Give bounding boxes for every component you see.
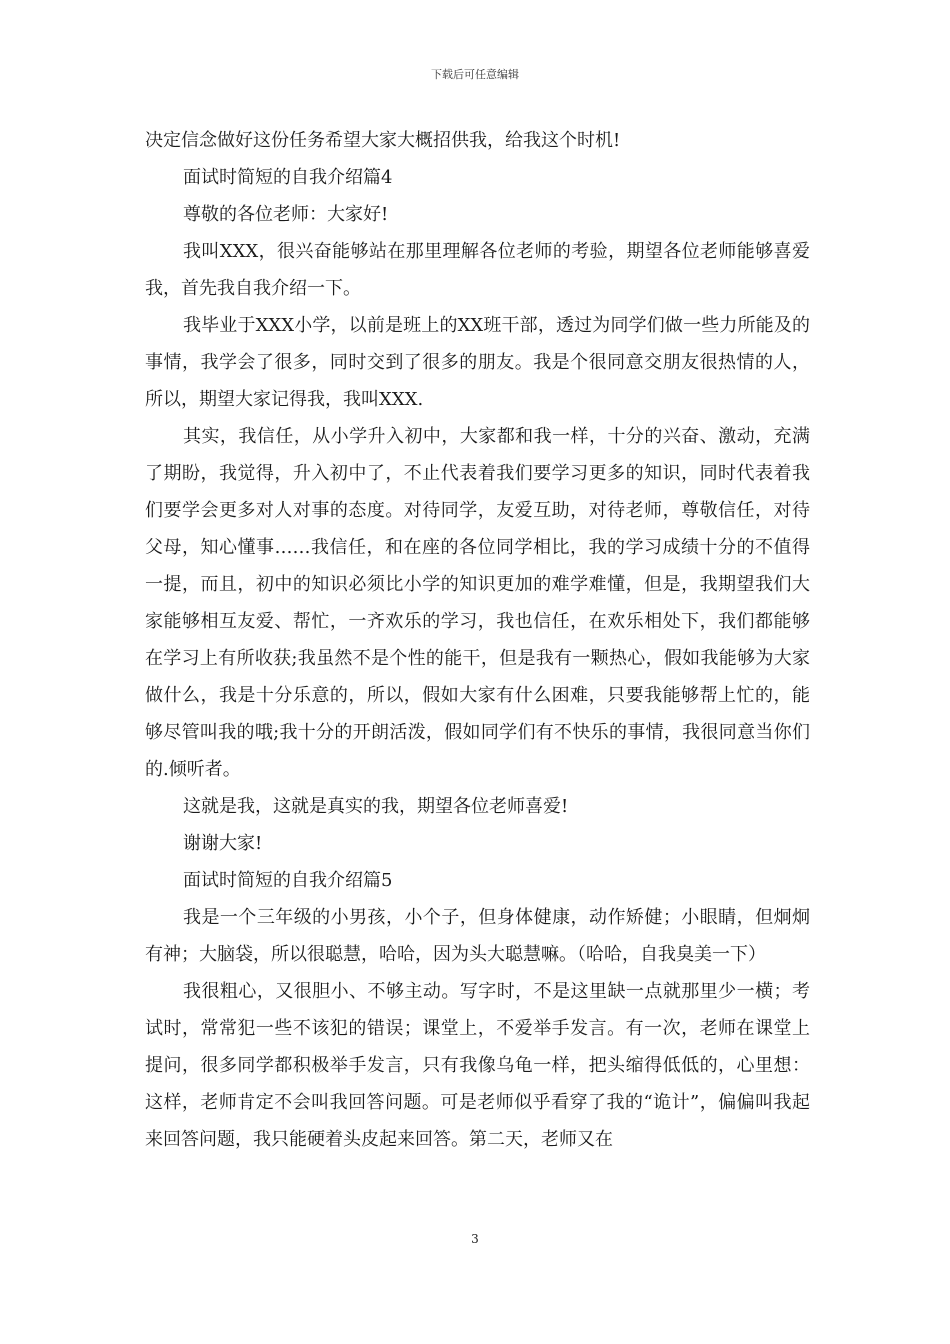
paragraph-continuation: 决定信念做好这份任务希望大家大概招供我，给我这个时机! [145,130,621,151]
paragraph: 我叫XXX，很兴奋能够站在那里理解各位老师的考验，期望各位老师能够喜爱我，首先我自我介绍一下。 [145,241,810,299]
greeting: 尊敬的各位老师：大家好! [183,204,389,225]
document-body [145,122,810,1158]
paragraph: 我毕业于XXX小学，以前是班上的XX班干部，透过为同学们做一些力所能及的事情，我学会了很多，同时交到了很多的朋友。我是个很同意交朋友很热情的人，所以，期望大家记得我，我叫XXX. [145,315,810,410]
closing-thanks: 谢谢大家! [183,833,263,854]
paragraph: 这就是我，这就是真实的我，期望各位老师喜爱! [183,796,569,817]
paragraph: 我很粗心，又很胆小、不够主动。写字时，不是这里缺一点就那里少一横；考试时，常常犯一些不该犯的错误；课堂上，不爱举手发言。有一次，老师在课堂上提问，很多同学都积极举手发言，只有我像乌龟一样，把头缩得低低的，心里想：这样，老师肯定不会叫我回答问题。可是老师似乎看穿了我的“诡计”，偏偏叫我起来回答问题，我只能硬着头皮起来回答。第二天，老师又在 [145,981,810,1150]
paragraph: 其实，我信任，从小学升入初中，大家都和我一样，十分的兴奋、激动，充满了期盼，我觉得，升入初中了，不止代表着我们要学习更多的知识，同时代表着我们要学会更多对人对事的态度。对待同学，友爱互助，对待老师，尊敬信任，对待父母，知心懂事……我信任，和在座的各位同学相比，我的学习成绩十分的不值得一提，而且，初中的知识必须比小学的知识更加的难学难懂，但是，我期望我们大家能够相互友爱、帮忙，一齐欢乐的学习，我也信任，在欢乐相处下，我们都能够在学习上有所收获;我虽然不是个性的能干，但是我有一颗热心，假如我能够为大家做什么，我是十分乐意的，所以，假如大家有什么困难，只要我能够帮上忙的，能够尽管叫我的哦;我十分的开朗活泼，假如同学们有不快乐的事情，我很同意当你们的.倾听者。 [145,426,810,780]
section-heading-5: 面试时简短的自我介绍篇5 [183,870,393,891]
page-number: 3 [471,1232,479,1246]
section-heading-4: 面试时简短的自我介绍篇4 [183,167,393,188]
page-header: 下载后可任意编辑 [431,68,519,81]
paragraph: 我是一个三年级的小男孩，小个子，但身体健康，动作矫健；小眼睛，但炯炯有神；大脑袋，所以很聪慧，哈哈，因为头大聪慧嘛。（哈哈，自我臭美一下） [145,907,810,965]
